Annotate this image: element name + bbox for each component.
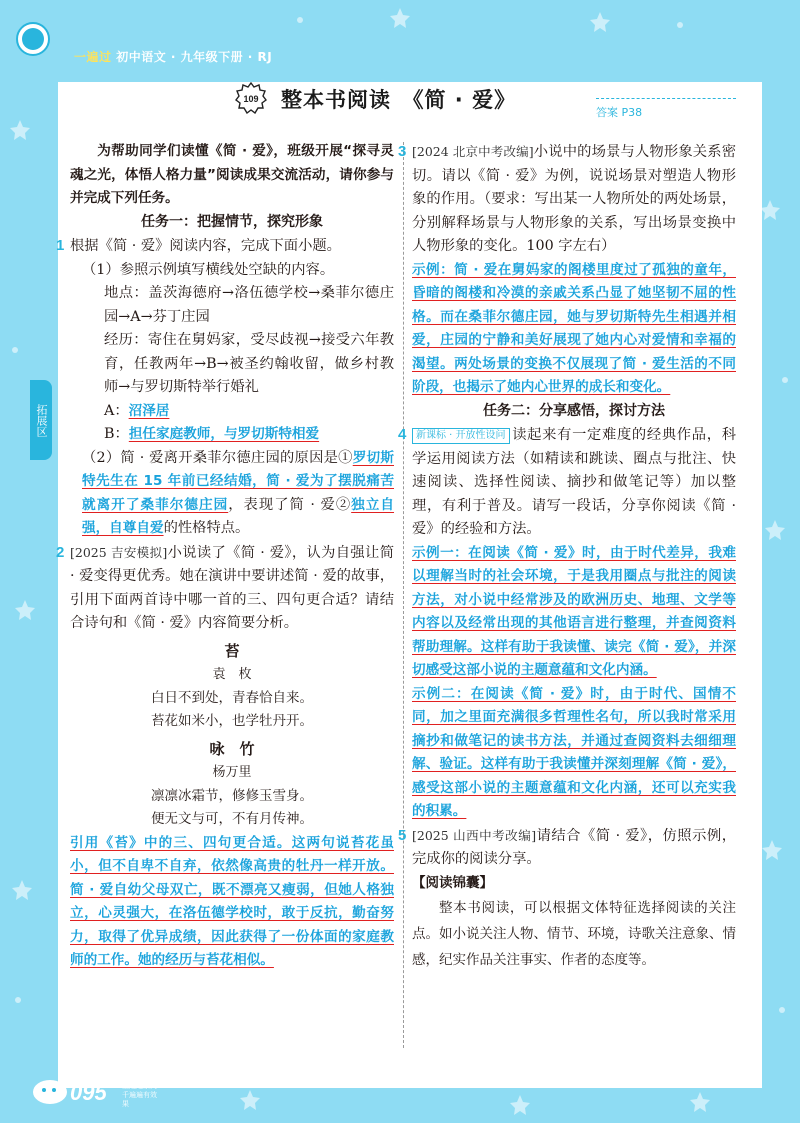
question-4	[398, 423, 736, 824]
question-5	[398, 824, 736, 872]
q1-part1-stem: （1）参照示例填写横线处空缺的内容。	[82, 261, 335, 278]
q1-b-label: B：	[104, 426, 129, 442]
q1-p2-answer2: 独立自强，自尊自爱	[82, 496, 395, 536]
q1-a-answer: 沼泽居	[128, 402, 170, 419]
q2-answer-line	[70, 832, 394, 973]
q3-source: [2024 北京中考改编]	[412, 144, 534, 159]
q1-stem: 根据《简 · 爱》阅读内容，完成下面小题。	[70, 238, 341, 254]
q1-b-answer: 担任家庭教师，与罗切斯特相爱	[128, 426, 320, 442]
answer-reference: 答案 P38	[596, 106, 643, 119]
poem1-title: 苔	[224, 641, 240, 660]
question-1	[56, 234, 395, 541]
q2-number: 2	[56, 543, 65, 561]
q1-p2-pre: （2）简 · 爱离开桑菲尔德庄园的原因是①	[82, 449, 353, 466]
logo-badge-icon	[16, 22, 50, 56]
series-text: 初中语文 · 九年级下册 · RJ	[116, 50, 273, 64]
poem1-line2: 苔花如米小，也学牡丹开。	[151, 713, 313, 729]
q2-source: [2025 吉安模拟]	[70, 544, 168, 560]
task1-title: 任务一：把握情节，探究形象	[141, 213, 323, 230]
q5-number: 5	[398, 826, 407, 844]
footer-slogan: 上遍过系列 千遍遍有效果	[122, 1082, 157, 1108]
q1-number: 1	[56, 237, 65, 254]
q1-answer-b	[70, 423, 394, 447]
q5-source: [2025 山西中考改编]	[412, 827, 537, 843]
question-2	[56, 541, 394, 973]
poem1-line1: 白日不到处，青春恰自来。	[151, 689, 313, 706]
intro-text: 为帮助同学们读懂《简 · 爱》，班级开展“探寻灵魂之光，体悟人格力量”阅读成果交流活动，请你参与并完成下列任务。	[70, 143, 394, 206]
q1-experience: 经历：寄住在舅妈家，受尽歧视→接受六年教育，任教两年→B→被圣约翰收留，做乡村教师→与罗切斯特举行婚礼	[104, 332, 394, 395]
q1-place: 地点：盖茨海德府→洛伍德学校→桑菲尔德庄园→A→芬丁庄园	[104, 285, 394, 325]
series-label	[74, 48, 272, 65]
left-column	[56, 140, 395, 973]
question-3	[398, 140, 736, 400]
q2-answer: 引用《苔》中的三、四句更合适。这两句说苔花虽小，但不自卑不自弃，依然像高贵的牡丹一样开放。简 · 爱自幼父母双亡，既不漂亮又瘦弱，但她人格独立，心灵强大，在洛伍德学校时，敢于反抗，勤奋努力，取得了优异成绩，因此获得了一份体面的家庭教师的工作。她的经历与苔花相似。	[70, 834, 394, 968]
q4-answer1-line	[412, 542, 736, 683]
title-badge-icon	[235, 82, 267, 114]
q2-stem: 小说读了《简 · 爱》，认为自强让简 · 爱变得更优秀。她在演讲中要讲述简 · 爱的故事，引用下面两首诗中哪一首的三、四句更合适？请结合诗句和《简 · 爱》内容简要分析。	[70, 544, 394, 631]
footer-mascot-icon	[30, 1074, 70, 1106]
task2-title: 任务二：分享感悟，探讨方法	[483, 402, 665, 419]
q3-answer: 示例：简 · 爱在舅妈家的阁楼里度过了孤独的童年，昏暗的阁楼和冷漠的亲戚关系凸显了她坚韧不屈的性格。而在桑菲尔德庄园，她与罗切斯特先生相遇并相爱，庄园的宁静和美好展现了她内心对爱情和幸福的渴望。两处场景的变换不仅展现了简 · 爱生活的不同阶段，也揭示了她内心世界的成长和变化。	[412, 261, 736, 395]
q4-answer2: 示例二：在阅读《简 · 爱》时，由于时代、国情不同，加之里面充满很多哲理性名句，所以我时常采用摘抄和做笔记的读书方法，并通过查阅资料去细细理解、验证。这样有助于我读懂并深刻理解《简 · 爱》，感受这部小说的主题意蕴和文化内涵，还可以充实我的积累。	[412, 685, 736, 819]
answer-ref-rule	[596, 98, 736, 99]
right-column	[398, 140, 736, 973]
q4-answer1: 示例一：在阅读《简 · 爱》时，由于时代差异，我难以理解当时的社会环境，于是我用圈点与批注的阅读方法，对小说中经常涉及的欧洲历史、地理、文学等内容以及经常出现的其他语言进行整理，并查阅资料帮助理解。这样有助于我读懂、读完《简 · 爱》，并深切感受这部小说的主题意蕴和文化内涵。	[412, 544, 736, 678]
tip-title: 【阅读锦囊】	[412, 874, 493, 891]
brand-name: 一遍过	[74, 50, 112, 64]
q4-tag: 新课标 · 开放性设问	[412, 428, 510, 444]
q4-stem: 读起来有一定难度的经典作品，科学运用阅读方法（如精读和跳读、圈点与批注、快速阅读、选择性阅读、摘抄和做笔记等）加以整理，有利于普及。请写一段话，分享你阅读《简 · 爱》的经验和方法。	[412, 427, 736, 537]
q1-p2-answer1: 罗切斯特先生在 15 年前已经结婚，简 · 爱为了摆脱痛苦就离开了桑菲尔德庄园	[82, 449, 394, 513]
poem2-line2: 便无文与可，不有月传神。	[151, 811, 313, 827]
poem2-title: 咏 竹	[209, 739, 255, 758]
q3-answer-line	[412, 259, 736, 400]
poem1-author: 袁 枚	[212, 667, 252, 682]
q1-part2	[70, 447, 394, 541]
poem2-line1: 凛凛冰霜节，修修玉雪身。	[151, 787, 313, 804]
title-badge-text: 109	[243, 94, 259, 104]
column-divider	[403, 142, 404, 1048]
q3-number: 3	[398, 143, 407, 160]
tip-body: 整本书阅读，可以根据文体特征选择阅读的关注点。如小说关注人物、情节、环境，诗歌关注意象、情感，纪实作品关注事实、作者的态度等。	[412, 900, 736, 968]
q1-a-label: A：	[104, 402, 129, 419]
q3-stem: 小说中的场景与人物形象关系密切。请以《简 · 爱》为例，说说场景对塑造人物形象的作用。（要求：写出某一人物所处的两处场景，分别解释场景与人物形象的关系，写出场景变换中人物形象的变化。100 字左右）	[412, 144, 736, 254]
q5-stem: 请结合《简 · 爱》，仿照示例，完成你的阅读分享。	[412, 827, 736, 867]
q4-number: 4	[398, 426, 407, 443]
q1-answer-a	[70, 400, 394, 424]
title-text: 整本书阅读 《简 · 爱》	[281, 88, 517, 112]
page-number: 095	[70, 1080, 107, 1105]
q1-p2-post: 的性格特点。	[163, 520, 250, 536]
q1-p2-mid: ，表现了简 · 爱②	[228, 496, 352, 513]
q4-answer2-line	[412, 683, 736, 824]
poem2-author: 杨万里	[212, 765, 252, 780]
side-tab: 拓展区	[30, 380, 52, 460]
